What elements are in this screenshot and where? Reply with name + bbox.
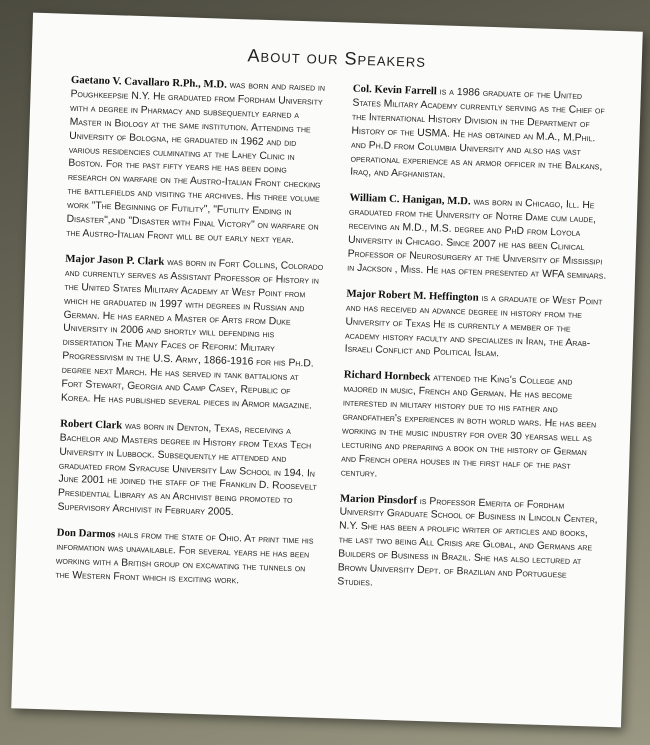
speaker-text: was born in Fort Collins, Colorado and currently serves as Assistant Professor of History in the United States Military Academy at West Point from which he graduated in 1997 with degrees in Russian and German. He has earned a Master of Arts from Duke University in 2006 and shortly will defending his dissertation The Many Faces of Reform: Military Progressivism in the U.S. Army, 1866-1916 for his Ph.D. degree next March. He has served in tank battalions at Fort Stewart, Georgia and Camp Casey, Republic of Korea. He has published several pieces in Armor magazine.: [60, 256, 324, 412]
speaker-name: Richard Hornbeck: [343, 368, 431, 384]
speaker-text: was born and raised in Poughkeepsie N.Y. He graduated from Fordham University with a degree in Pharmacy and subsequently earned a Master in Biology at the same institution. Attending the University of Bologna, he graduated in 1962 and did various residencies culminating at the Lahey Clinic in Boston. For the past fifty years he has been doing research on warfare on the Austro-Italian Front checking the battlefields and visiting the archives. His three volume work "The Beginning of Futility", "Futility Ending in Disaster",and "Disaster with Final Victory" on warfare on the Austro-Italian Front will be out early next year.: [65, 79, 326, 246]
speaker-name: Major Robert M. Heffington: [346, 287, 479, 304]
speaker-name: Col. Kevin Farrell: [352, 82, 438, 98]
speaker-name: Major Jason P. Clark: [65, 252, 165, 268]
right-column: [337, 83, 613, 612]
speaker-text: attended the King's College and majored in music, French and German. He has become interested in military history due to his father and grandfather's experiences in both world wars. He has been working in the music industry for over 30 yearsas well as lecturing and preparing a book on the history of German and French opera houses in the first half of the past century.: [340, 372, 597, 480]
speaker-bio: [344, 287, 606, 365]
page-title: About our Speakers: [247, 45, 427, 71]
speaker-bio: [350, 83, 613, 188]
speaker-bio: [347, 192, 609, 284]
speaker-text: is a graduate of West Point and has received an advance degree in history from the University of Texas He is currently a member of the academy history faculty and specializes in Iran, the Arab-Israeli Conflict and Political Islam.: [344, 292, 603, 360]
speaker-bio: [341, 369, 604, 488]
speaker-bio: [61, 253, 326, 414]
speaker-bio: [337, 492, 600, 597]
speaker-bio: [66, 74, 331, 249]
speaker-name: Gaetano V. Cavallaro R.Ph., M.D.: [70, 73, 228, 91]
speaker-bio: [57, 417, 320, 522]
speaker-bio: [55, 527, 317, 591]
printed-page: [11, 13, 643, 728]
speaker-text: is Professor Emerita of Fordham University Graduate School of Business in Lincoln Center, N.Y. She has been a prolific writer of articles and books, the last two being All Crisis are Global, and Germans are Builders of Business in Brazil. She has also lectured at Brown University Dept. of Brazilian and Portuguese Studies.: [337, 495, 598, 589]
speaker-name: Marion Pinsdorf: [339, 492, 418, 507]
speaker-name: Don Darmos: [56, 526, 116, 541]
speaker-text: was born in Denton, Texas, receiving a Bachelor and Masters degree in History from Texas Tech University in Lubbock. Subsequently he attended and graduated from Syracuse University Law School in 194. In June 2001 he joined the staff of the Franklin D. Roosevelt Presidential Library as an Archivist being promoted to Supervisory Archivist in February 2005.: [57, 420, 317, 519]
left-column: [55, 74, 331, 603]
speaker-name: Robert Clark: [59, 417, 123, 432]
speaker-text: was born in Chicago, Ill. He graduated from the University of Notre Dame cum laude, receiving an M.D., M.S. degree and PhD from Loyola University in Chicago. Since 2007 he has been Clinical Professor of Neurosurgery at the University of Mississipi in Jackson , Miss. He has often presented at WFA seminars.: [347, 196, 607, 282]
speaker-text: hails from the state of Ohio. At print time his information was unavailable. For several years he has been working with a British group on excavating the tunnels on the Western Front which is exciting work.: [55, 529, 314, 587]
columns: [55, 74, 613, 612]
speaker-text: is a 1986 graduate of the United States Military Academy currently serving as the Chief of the International History Division in the Department of History of the USMA. He has obtained an M.A., M.Phil. and Ph.D from Columbia University and also has vast operational experience as an armor officer in the Balkans, Iraq, and Afghanistan.: [350, 86, 605, 182]
speaker-name: William C. Hanigan, M.D.: [349, 191, 471, 208]
